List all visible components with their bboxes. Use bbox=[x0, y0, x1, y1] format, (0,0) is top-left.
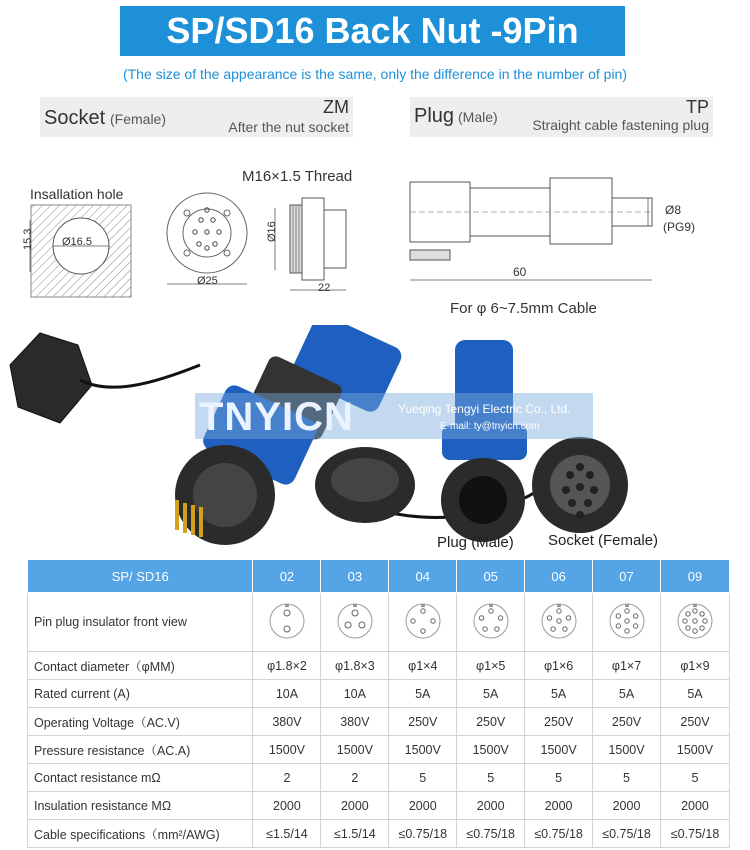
table-cell: φ1.8×3 bbox=[321, 652, 389, 680]
table-cell: φ1.8×2 bbox=[253, 652, 321, 680]
table-cell: ≤1.5/14 bbox=[321, 820, 389, 848]
pin-face-icon bbox=[335, 601, 375, 641]
table-cell: 250V bbox=[457, 708, 525, 736]
table-row bbox=[28, 593, 730, 652]
row-label: Cable specifications（mm²/AWG) bbox=[28, 820, 253, 848]
table-cell: 5 bbox=[457, 764, 525, 792]
table-row bbox=[28, 820, 730, 848]
table-cell: 5A bbox=[660, 680, 729, 708]
pin-face-cell bbox=[660, 593, 729, 652]
table-row bbox=[28, 680, 730, 708]
pin-header: 04 bbox=[389, 560, 457, 593]
row-label: Contact diameter（φMM) bbox=[28, 652, 253, 680]
plug-gender: (Male) bbox=[458, 109, 498, 125]
table-row bbox=[28, 652, 730, 680]
table-cell: 1500V bbox=[457, 736, 525, 764]
table-cell: ≤0.75/18 bbox=[389, 820, 457, 848]
table-cell: 5 bbox=[525, 764, 593, 792]
table-cell: 2000 bbox=[525, 792, 593, 820]
pin-face-icon bbox=[403, 601, 443, 641]
brand-logo: TNYICN bbox=[199, 395, 354, 439]
table-cell: 2000 bbox=[660, 792, 729, 820]
pin-face-icon bbox=[471, 601, 511, 641]
pin-face-icon bbox=[607, 601, 647, 641]
spec-table bbox=[27, 559, 730, 848]
table-cell: 2000 bbox=[321, 792, 389, 820]
title-banner bbox=[120, 6, 625, 56]
pin-face-cell bbox=[321, 593, 389, 652]
table-cell: ≤0.75/18 bbox=[593, 820, 661, 848]
face-diameter: Ø25 bbox=[197, 275, 218, 287]
table-cell: φ1×4 bbox=[389, 652, 457, 680]
table-cell: 380V bbox=[321, 708, 389, 736]
pin-header: 02 bbox=[253, 560, 321, 593]
pin-header: 06 bbox=[525, 560, 593, 593]
pin-face-icon bbox=[675, 601, 715, 641]
company-name: Yueqing Tengyi Electric Co., Ltd. bbox=[398, 402, 571, 416]
pin-face-icon bbox=[539, 601, 579, 641]
table-cell: 10A bbox=[253, 680, 321, 708]
plug-name: Plug bbox=[414, 105, 455, 127]
company-email: E-mail: ty@tnyicn.com bbox=[440, 421, 540, 432]
install-hole-label: Insallation hole bbox=[30, 186, 124, 202]
model-header: SP/ SD16 bbox=[28, 560, 253, 593]
plug-panel bbox=[410, 97, 713, 137]
pin-face-cell bbox=[457, 593, 525, 652]
socket-panel bbox=[40, 97, 353, 137]
plug-photo-label: Plug (Male) bbox=[437, 534, 514, 551]
table-row bbox=[28, 764, 730, 792]
table-cell: 1500V bbox=[525, 736, 593, 764]
table-cell: 2000 bbox=[389, 792, 457, 820]
page-title: SP/SD16 Back Nut -9Pin bbox=[166, 10, 579, 51]
pin-face-cell bbox=[389, 593, 457, 652]
body-diameter: Ø16 bbox=[266, 221, 278, 242]
table-cell: 1500V bbox=[593, 736, 661, 764]
hole-diameter: Ø16.5 bbox=[62, 236, 92, 248]
socket-code: ZM bbox=[323, 97, 349, 117]
table-cell: 2000 bbox=[253, 792, 321, 820]
table-header-row bbox=[28, 560, 730, 593]
table-cell: 5A bbox=[593, 680, 661, 708]
table-cell: 250V bbox=[593, 708, 661, 736]
table-cell: ≤0.75/18 bbox=[525, 820, 593, 848]
thread-label: M16×1.5 Thread bbox=[242, 168, 353, 185]
table-cell: 5 bbox=[389, 764, 457, 792]
table-cell: ≤0.75/18 bbox=[457, 820, 525, 848]
pin-face-cell bbox=[525, 593, 593, 652]
socket-length: 22 bbox=[318, 282, 331, 294]
table-cell: 2 bbox=[253, 764, 321, 792]
table-cell: 250V bbox=[660, 708, 729, 736]
table-cell: ≤1.5/14 bbox=[253, 820, 321, 848]
pin-header: 05 bbox=[457, 560, 525, 593]
table-row bbox=[28, 792, 730, 820]
table-cell: 2000 bbox=[593, 792, 661, 820]
row-label: Contact resistance mΩ bbox=[28, 764, 253, 792]
table-row bbox=[28, 736, 730, 764]
table-cell: 5 bbox=[593, 764, 661, 792]
table-cell: φ1×5 bbox=[457, 652, 525, 680]
table-row bbox=[28, 708, 730, 736]
plug-side-diagram bbox=[400, 172, 660, 292]
pin-header: 07 bbox=[593, 560, 661, 593]
row-label: Pin plug insulator front view bbox=[28, 593, 253, 652]
table-cell: 10A bbox=[321, 680, 389, 708]
socket-side-diagram bbox=[265, 190, 355, 300]
row-label: Operating Voltage（AC.V) bbox=[28, 708, 253, 736]
row-label: Insulation resistance MΩ bbox=[28, 792, 253, 820]
cable-diameter: Ø8 bbox=[665, 203, 682, 217]
pg-size: (PG9) bbox=[663, 220, 696, 234]
table-cell: 380V bbox=[253, 708, 321, 736]
table-cell: 2000 bbox=[457, 792, 525, 820]
plug-desc: Straight cable fastening plug bbox=[532, 117, 709, 133]
table-cell: φ1×6 bbox=[525, 652, 593, 680]
table-cell: 5A bbox=[389, 680, 457, 708]
install-hole-diagram bbox=[22, 200, 137, 300]
product-photo bbox=[0, 325, 750, 555]
table-cell: 5A bbox=[457, 680, 525, 708]
table-cell: 2 bbox=[321, 764, 389, 792]
plug-code: TP bbox=[685, 97, 709, 117]
table-cell: 5A bbox=[525, 680, 593, 708]
table-cell: 250V bbox=[525, 708, 593, 736]
table-cell: ≤0.75/18 bbox=[660, 820, 729, 848]
row-label: Pressure resistance（AC.A) bbox=[28, 736, 253, 764]
hole-height: 15.3 bbox=[22, 228, 34, 250]
table-cell: 250V bbox=[389, 708, 457, 736]
pin-face-cell bbox=[253, 593, 321, 652]
socket-face-diagram bbox=[165, 188, 250, 288]
socket-gender: (Female) bbox=[110, 111, 167, 127]
row-label: Rated current (A) bbox=[28, 680, 253, 708]
socket-desc: After the nut socket bbox=[228, 119, 349, 135]
table-cell: 1500V bbox=[389, 736, 457, 764]
pin-header: 03 bbox=[321, 560, 389, 593]
socket-photo-label: Socket (Female) bbox=[548, 532, 659, 549]
plug-length: 60 bbox=[513, 265, 527, 279]
watermark-band bbox=[195, 393, 593, 439]
table-cell: 5 bbox=[660, 764, 729, 792]
cable-range: For φ 6~7.5mm Cable bbox=[450, 300, 597, 317]
table-cell: φ1×9 bbox=[660, 652, 729, 680]
table-cell: 1500V bbox=[660, 736, 729, 764]
pin-header: 09 bbox=[660, 560, 729, 593]
pin-face-cell bbox=[593, 593, 661, 652]
table-cell: φ1×7 bbox=[593, 652, 661, 680]
table-cell: 1500V bbox=[253, 736, 321, 764]
table-cell: 1500V bbox=[321, 736, 389, 764]
pin-face-icon bbox=[267, 601, 307, 641]
socket-name: Socket bbox=[44, 107, 106, 129]
page-subtitle: (The size of the appearance is the same, only the difference in the number of pin) bbox=[122, 66, 628, 82]
